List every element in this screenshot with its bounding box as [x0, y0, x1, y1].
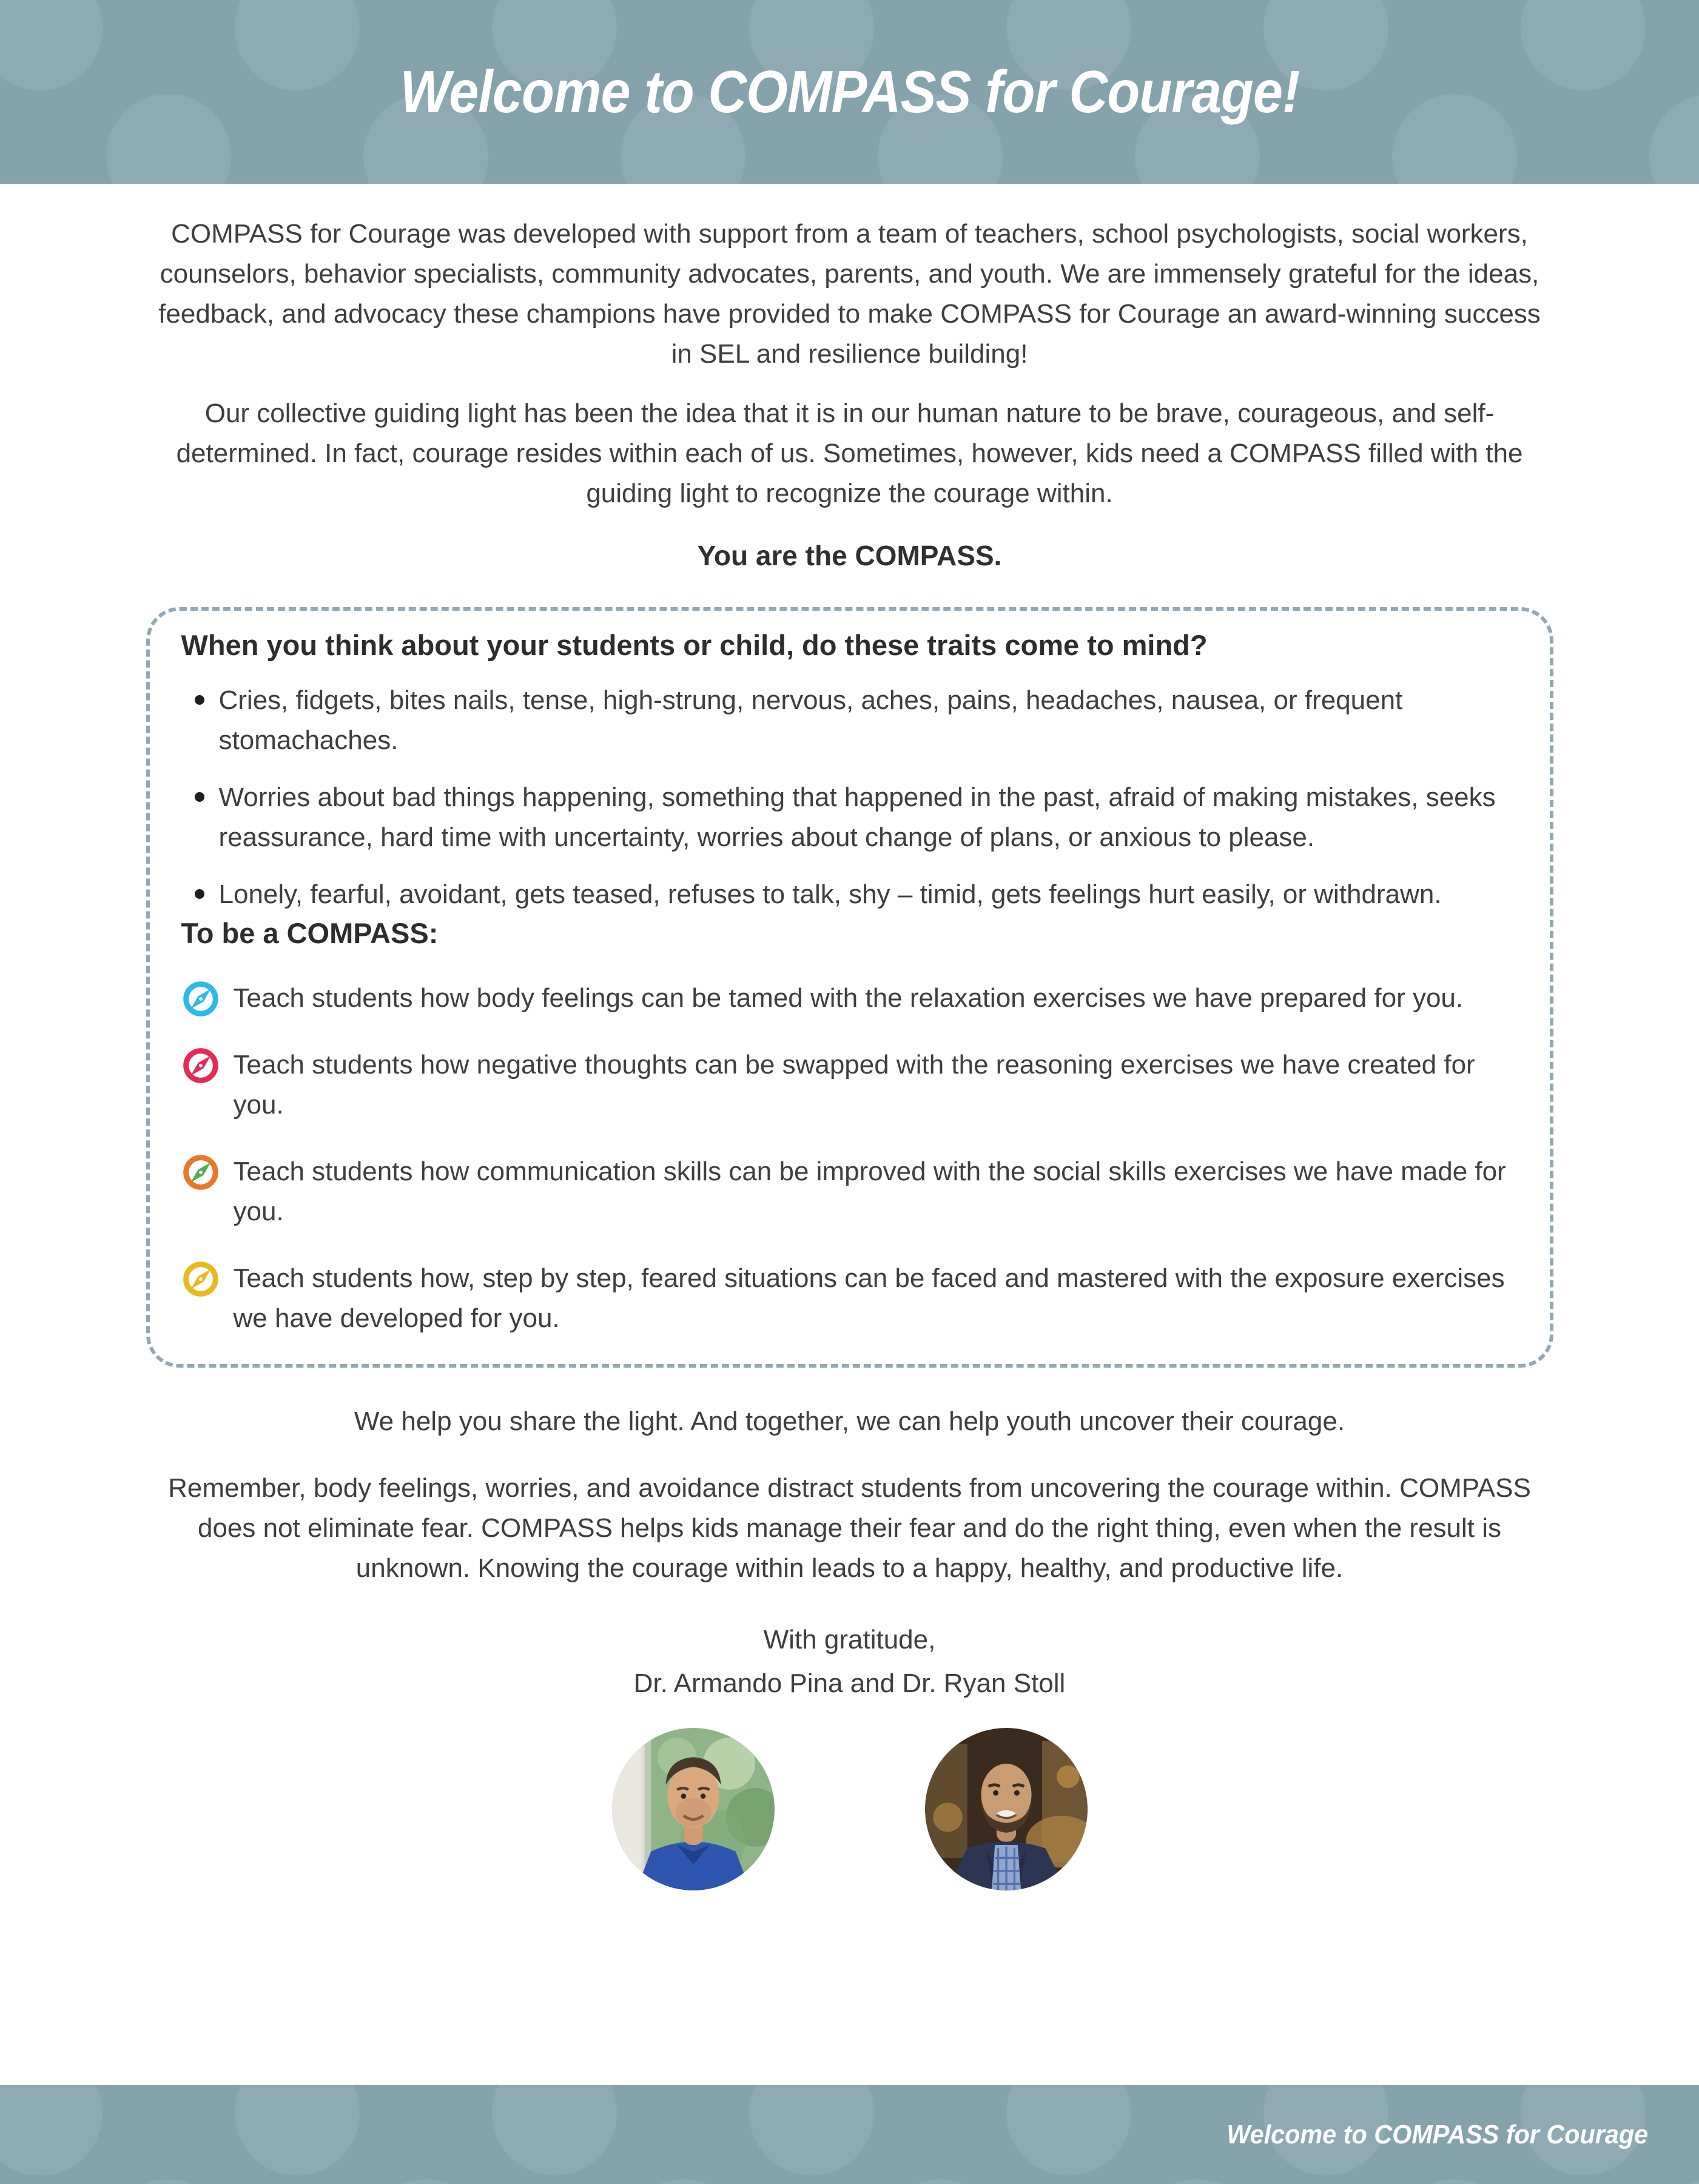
compass-item-text: Teach students how communication skills can be improved with the social skills exercises we have made for you.	[233, 1157, 1506, 1227]
footer-label: Welcome to COMPASS for Courage	[1226, 2119, 1648, 2149]
tagline: You are the COMPASS.	[697, 540, 1002, 571]
trait-bullet-text: Worries about bad things happening, something that happened in the past, afraid of making mistakes, seeks reassurance, hard time with uncertainty, worries about change of plans, or anxious to please.	[218, 782, 1496, 853]
compass-item-text: Teach students how, step by step, feared situations can be faced and mastered with the exposure exercises we have developed for you.	[233, 1263, 1505, 1334]
compass-icon	[181, 1153, 220, 1192]
author-photos	[146, 1728, 1553, 1890]
photo-armando-pina	[612, 1728, 775, 1890]
compass-list	[181, 978, 1518, 1339]
photo-ryan-stoll	[925, 1728, 1088, 1890]
compass-subheading: To be a COMPASS:	[181, 917, 439, 950]
page-title: Welcome to COMPASS for Courage!	[399, 58, 1300, 125]
portrait-armando-pina-illustration	[612, 1728, 775, 1890]
share-paragraph: We help you share the light. And together, we can help youth uncover their courage.	[354, 1406, 1345, 1437]
intro-paragraph-1: COMPASS for Courage was developed with support from a team of teachers, school psychologists, social workers, counselors, behavior specialists, community advocates, parents, and youth. We are immensely grateful for the ideas, feedback, and advocacy these champions have provided to make COMPASS for Courage an award-winning success in SEL and resilience building!	[158, 219, 1541, 369]
compass-item-text: Teach students how body feelings can be tamed with the relaxation exercises we have prepared for you.	[233, 983, 1464, 1013]
letter-body	[146, 184, 1553, 1890]
traits-list	[181, 680, 1518, 915]
compass-icon	[181, 1046, 220, 1085]
header-banner	[0, 0, 1699, 184]
intro-paragraph-2: Our collective guiding light has been the idea that it is in our human nature to be brave, courageous, and self-determined. In fact, courage resides within each of us. Sometimes, however, kids need a COMPASS filled with the guiding light to recognize the courage within.	[176, 398, 1523, 508]
compass-item	[181, 1045, 1518, 1125]
trait-bullet-text: Lonely, fearful, avoidant, gets teased, refuses to talk, shy – timid, gets feelings hurt easily, or withdrawn.	[218, 879, 1442, 910]
traits-heading: When you think about your students or child, do these traits come to mind?	[181, 629, 1208, 661]
compass-item-text: Teach students how negative thoughts can be swapped with the reasoning exercises we have created for you.	[233, 1050, 1475, 1120]
trait-bullet-text: Cries, fidgets, bites nails, tense, high-strung, nervous, aches, pains, headaches, nausea, or frequent stomachaches.	[218, 685, 1403, 756]
trait-bullet	[181, 778, 1518, 858]
portrait-ryan-stoll-illustration	[925, 1728, 1088, 1890]
compass-item	[181, 1152, 1518, 1232]
trait-bullet	[181, 680, 1518, 761]
trait-bullet	[181, 875, 1518, 915]
remember-paragraph: Remember, body feelings, worries, and avoidance distract students from uncovering the courage within. COMPASS does not eliminate fear. COMPASS helps kids manage their fear and do the right thing, even when the result is unknown. Knowing the courage within leads to a happy, healthy, and productive life.	[168, 1473, 1531, 1584]
traits-box	[146, 607, 1553, 1368]
compass-item	[181, 978, 1518, 1018]
signature-line: Dr. Armando Pina and Dr. Ryan Stoll	[633, 1668, 1066, 1699]
footer-banner	[0, 2085, 1699, 2184]
compass-icon	[181, 979, 220, 1018]
gratitude-line: With gratitude,	[763, 1625, 936, 1655]
compass-item	[181, 1258, 1518, 1339]
compass-icon	[181, 1260, 220, 1299]
